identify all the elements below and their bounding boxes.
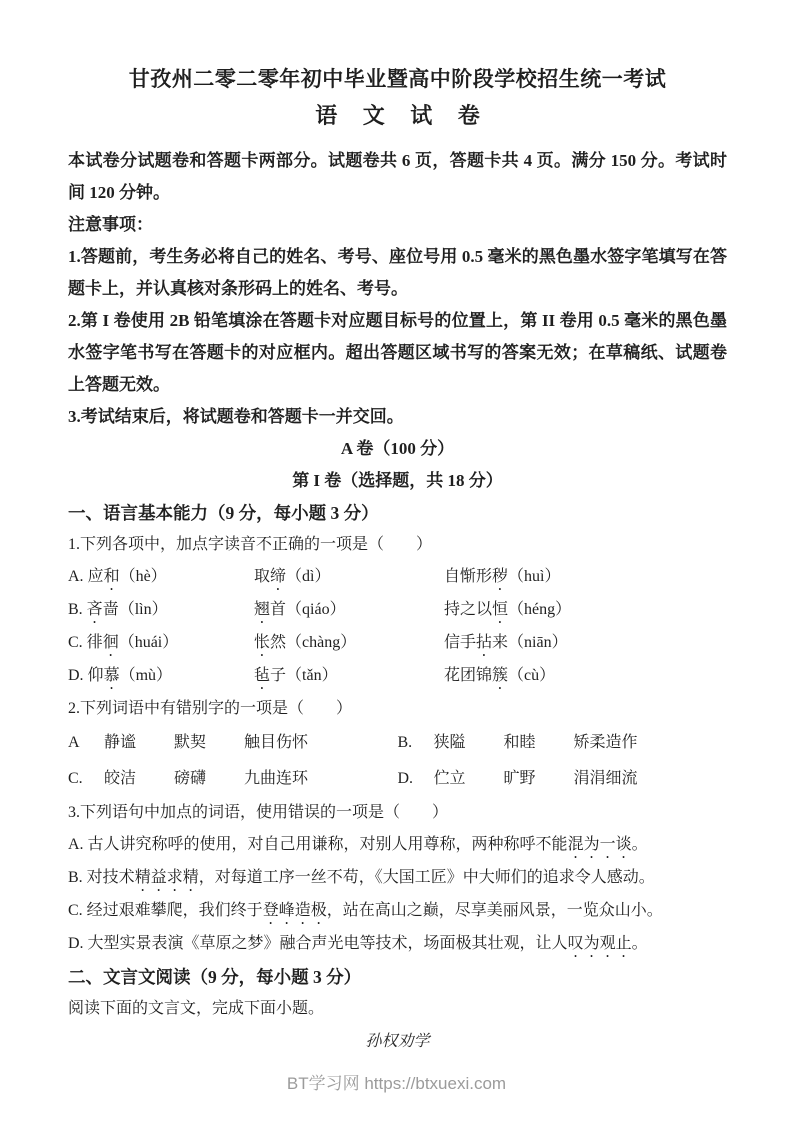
q1-option-row-d [68,660,727,693]
q2-option-b-word: 狭隘 [433,734,466,751]
text-segment: B. [68,601,87,618]
q2-option-b [398,725,728,761]
text-segment: 信手 [444,634,477,651]
text-segment: （hè） [119,568,167,585]
volume-a-heading: A 卷（100 分） [340,439,455,458]
text-segment: 啬（lìn） [102,601,168,618]
q2-option-d-word: 涓涓细流 [573,770,638,787]
q1-b-term-3 [444,594,727,627]
text-segment: B. 对技术 [68,869,135,886]
emphasized-text: 缔 [270,568,287,585]
q2-option-a-word: 默契 [174,734,207,751]
q1-option-row-a [68,561,727,594]
q2-option-d-label: D. [397,770,414,787]
q2-option-b-word: 和睦 [503,734,536,751]
q2-option-a-word: 触目伤怀 [244,734,309,751]
q2-option-c-word: 皎洁 [104,770,137,787]
text-segment: 。 [631,836,648,853]
emphasized-text: 簇 [492,667,509,684]
emphasized-text: 混为一谈 [567,836,632,853]
text-segment: C. 徘 [68,634,103,651]
text-segment: A. 古人讲究称呼的使用，对自己用谦称，对别人用尊称，两种称呼不能 [68,836,568,853]
q3-stem: 3.下列语句中加点的词语，使用错误的一项是（ ） [68,804,449,821]
q2-option-c [68,761,398,797]
q1-option-row-b [68,594,727,627]
text-segment: D. 仰 [68,667,104,684]
text-segment: C. 经过艰难攀爬，我们终于 [68,902,263,919]
q1-stem: 1.下列各项中，加点字读音不正确的一项是（ ） [68,536,433,553]
text-segment: 来（niān） [492,634,568,651]
text-segment: （mù） [119,667,173,684]
text-segment: A. 应 [68,568,104,585]
text-segment: （huì） [508,568,561,585]
q2-option-c-word: 九曲连环 [244,770,309,787]
notice-item-1: 1.答题前，考生务必将自己的姓名、考号、座位号用 0.5 毫米的黑色墨水签字笔填写在答题卡上，并认真核对条形码上的姓名、考号。 [68,247,727,298]
emphasized-text: 精益求精 [134,869,199,886]
notice-item-2: 2.第 I 卷使用 2B 铅笔填涂在答题卡对应题目标号的位置上，第 II 卷用 0.5 毫米的黑色墨水签字笔书写在答题卡的对应框内。超出答题区域书写的答案无效；在草稿纸、试题卷上答题无效。 [68,311,727,394]
emphasized-text: 怅 [254,634,271,651]
emphasized-text: 徊 [102,634,119,651]
emphasized-text: 叹为观止 [567,935,632,952]
q2-option-b-label: B. [397,734,413,751]
section-2-heading: 二、文言文阅读（9 分，每小题 3 分） [68,967,362,987]
footer-watermark [0,1069,793,1094]
q1-d-term-2 [254,660,444,693]
q1-c-term-2 [254,627,444,660]
q2-option-d [398,761,728,797]
q2-option-a [68,725,398,761]
q1-c-term-3 [444,627,727,660]
exam-subtitle: 语 文 试 卷 [315,103,490,128]
q2-stem: 2.下列词语中有错别字的一项是（ ） [68,700,353,717]
q3-option-d [68,928,727,961]
text-segment: D. 大型实景表演《草原之梦》融合声光电等技术，场面极其壮观，让人 [68,935,568,952]
q2-option-a-word: 静谧 [104,734,137,751]
q2-row-1 [68,725,727,761]
text-segment: 花团锦 [444,667,493,684]
text-segment: 自惭形 [444,568,493,585]
text-segment: （héng） [508,601,572,618]
text-segment: 持之以 [444,601,493,618]
q2-option-d-word: 旷野 [503,770,536,787]
section-1-heading: 一、语言基本能力（9 分，每小题 3 分） [68,503,379,523]
emphasized-text: 拈 [476,634,493,651]
notice-heading: 注意事项： [68,215,153,234]
q2-option-c-label: C. [68,770,83,787]
text-segment: 。 [631,935,648,952]
emphasized-text: 翘 [254,601,271,618]
q2-option-c-word: 磅礴 [174,770,207,787]
q1-b-term-1 [68,594,254,627]
passage-title: 孙权劝学 [365,1031,430,1050]
text-segment: （huái） [118,634,179,651]
text-segment: 首（qiáo） [270,601,346,618]
part-1-heading: 第 I 卷（选择题，共 18 分） [292,471,503,490]
q1-d-term-1 [68,660,254,693]
text-segment: ，站在高山之巅，尽享美丽风景，一览众山小。 [326,902,663,919]
notice-item-3: 3.考试结束后，将试题卷和答题卡一并交回。 [68,407,404,426]
text-segment: 子（tǎn） [270,667,338,684]
exam-title: 甘孜州二零二零年初中毕业暨高中阶段学校招生统一考试 [128,67,667,91]
text-segment: 然（chàng） [270,634,357,651]
q2-option-a-label: A [68,734,80,751]
q3-option-b [68,862,727,895]
q1-d-term-3 [444,660,727,693]
footer-site-link[interactable]: BT学习网 https://btxuexi.com [286,1074,507,1093]
q1-option-row-c [68,627,727,660]
q3-option-c [68,895,727,928]
text-segment: ，对每道工序一丝不苟，《大国工匠》中大师们的追求令人感动。 [198,869,655,886]
q1-a-term-2 [254,561,444,594]
emphasized-text: 毡 [254,667,271,684]
q1-c-term-1 [68,627,254,660]
q1-a-term-1 [68,561,254,594]
q3-option-a [68,829,727,862]
q2-option-d-word: 伫立 [433,770,466,787]
text-segment: （cù） [508,667,556,684]
emphasized-text: 登峰造极 [262,902,327,919]
section-2-instruction: 阅读下面的文言文，完成下面小题。 [68,1000,325,1017]
emphasized-text: 秽 [492,568,509,585]
q2-option-b-word: 矫柔造作 [573,734,638,751]
q1-a-term-3 [444,561,727,594]
emphasized-text: 吝 [86,601,103,618]
emphasized-text: 恒 [492,601,509,618]
text-segment: 取 [254,568,271,585]
text-segment: （dì） [286,568,331,585]
emphasized-text: 慕 [103,667,120,684]
q1-b-term-2 [254,594,444,627]
exam-intro-paragraph: 本试卷分试题卷和答题卡两部分。试题卷共 6 页，答题卡共 4 页。满分 150 分。考试时间 120 分钟。 [68,151,727,202]
q2-row-2 [68,761,727,797]
emphasized-text: 和 [103,568,120,585]
